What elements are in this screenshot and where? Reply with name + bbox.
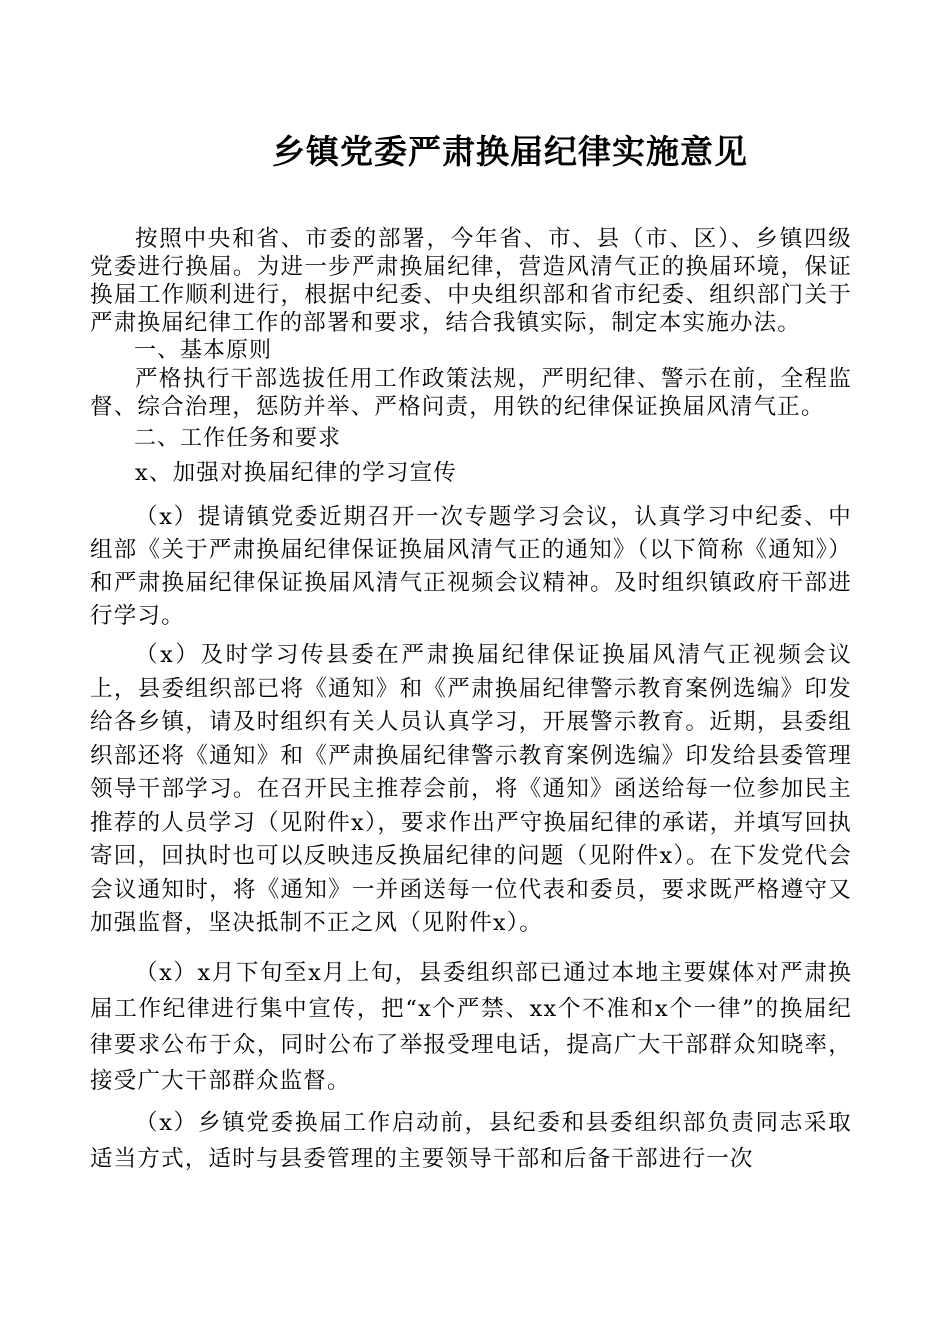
task-item-3: （x）x月下旬至x月上旬，县委组织部已通过本地主要媒体对严肃换届工作纪律进行集中宣传，把“x个严禁、xx个不准和x个一律”的换届纪律要求公布于众，同时公布了举报受理电话，提高广大干部群众知晓率，接受广大干部群众监督。 <box>90 959 852 1094</box>
task-item-1: （x）提请镇党委近期召开一次专题学习会议，认真学习中纪委、中组部《关于严肃换届纪律保证换届风清气正的通知》（以下简称《通知》）和严肃换届纪律保证换届风清气正视频会议精神。及时组织镇政府干部进行学习。 <box>90 504 852 629</box>
subheading-study: x、加强对换届纪律的学习宣传 <box>135 460 457 486</box>
section-heading-tasks: 二、工作任务和要求 <box>134 426 342 451</box>
intro-paragraph: 按照中央和省、市委的部署，今年省、市、县（市、区）、乡镇四级党委进行换届。为进一步严肃换届纪律，营造风清气正的换届环境，保证换届工作顺利进行，根据中纪委、中央组织部和省市纪委、组织部门关于严肃换届纪律工作的部署和要求，结合我镇实际，制定本实施办法。 <box>90 226 852 336</box>
document-body <box>90 225 852 1177</box>
spacer <box>90 487 852 501</box>
section-heading-principles: 一、基本原则 <box>134 338 273 363</box>
task-item-2: （x）及时学习传县委在严肃换届纪律保证换届风清气正视频会议上，县委组织部已将《通知》和《严肃换届纪律警示教育案例选编》印发给各乡镇，请及时组织有关人员认真学习，开展警示教育。近期，县委组织部还将《通知》和《严肃换届纪律警示教育案例选编》印发给县委管理领导干部学习。在召开民主推荐会前，将《通知》函送给每一位参加民主推荐的人员学习（见附件x），要求作出严守换届纪律的承诺，并填写回执寄回，回执时也可以反映违反换届纪律的问题（见附件x）。在下发党代会会议通知时，将《通知》一并函送每一位代表和委员，要求既严格遵守又加强监督，坚决抵制不正之风（见附件x）。 <box>90 642 852 936</box>
principles-paragraph: 严格执行干部选拔任用工作政策法规，严明纪律、警示在前，全程监督、综合治理，惩防并举、严格问责，用铁的纪律保证换届风清气正。 <box>90 366 852 420</box>
spacer <box>90 941 852 955</box>
document-title: 乡镇党委严肃换届纪律实施意见 <box>272 132 748 171</box>
task-item-4: （x）乡镇党委换届工作启动前，县纪委和县委组织部负责同志采取适当方式，适时与县委管理的主要领导干部和后备干部进行一次 <box>90 1109 852 1172</box>
